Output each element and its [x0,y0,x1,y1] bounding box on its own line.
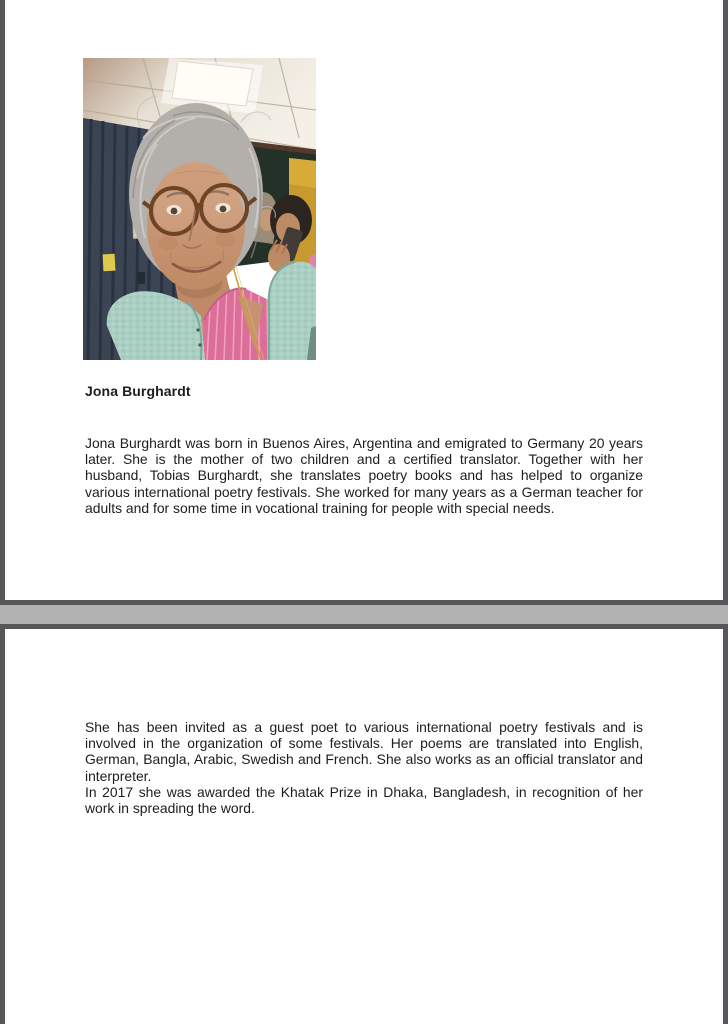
page-title: Jona Burghardt [85,383,191,399]
biography-continued [85,719,643,816]
biography-paragraph-2: She has been invited as a guest poet to various international poetry festivals and is involved in the organization of some festivals. Her poems are translated into English, German, Bangla, Arabic, Swedish and French. She also works as an official translator and interpreter. [85,719,643,784]
biography-paragraph: Jona Burghardt was born in Buenos Aires, Argentina and emigrated to Germany 20 years later. She is the mother of two children and a certified translator. Together with her husband, Tobias Burghardt, she translates poetry books and has helped to organize various international poetry festivals. She worked for many years as a German teacher for adults and for some time in vocational training for people with special needs. [85,435,643,516]
portrait-photo [83,58,316,360]
document-page-2 [0,624,728,1024]
biography-paragraph-3: In 2017 she was awarded the Khatak Prize in Dhaka, Bangladesh, in recognition of her work in spreading the word. [85,783,643,817]
portrait-photo-illustration [83,58,316,360]
